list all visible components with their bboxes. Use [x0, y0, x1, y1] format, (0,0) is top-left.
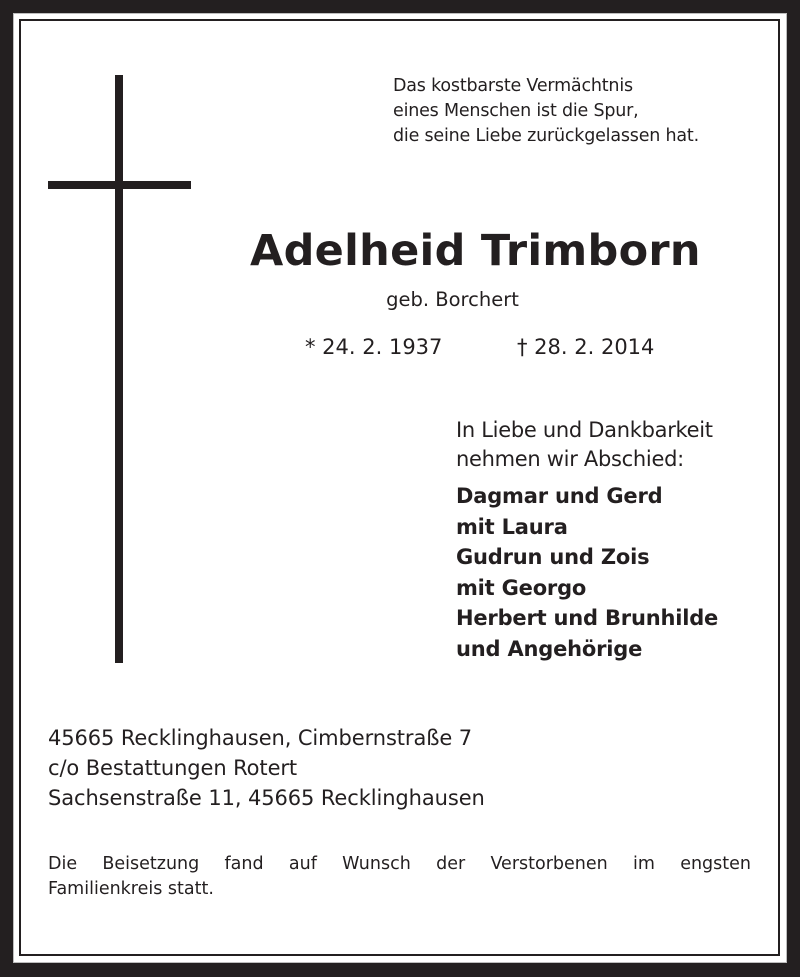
memorial-quote — [393, 74, 699, 149]
mourners-list — [456, 481, 718, 664]
cross-icon-vertical-bar — [115, 75, 123, 663]
mourner-line: mit Georgo — [456, 575, 587, 600]
burial-notice — [48, 852, 751, 902]
cross-icon-horizontal-bar — [48, 181, 191, 189]
birth-date: * 24. 2. 1937 — [305, 335, 443, 359]
mourner-line: Herbert und Brunhilde — [456, 606, 719, 630]
farewell-text — [456, 416, 713, 474]
address-line: c/o Bestattungen Rotert — [48, 756, 298, 780]
quote-line: eines Menschen ist die Spur, — [393, 101, 639, 121]
address-line: 45665 Recklinghausen, Cimbernstraße 7 — [48, 726, 473, 750]
address-line: Sachsenstraße 11, 45665 Recklinghausen — [48, 786, 485, 810]
mourner-line: und Angehörige — [456, 636, 643, 661]
farewell-line: nehmen wir Abschied: — [456, 447, 684, 471]
mourner-line: Gudrun und Zois — [456, 545, 650, 569]
notice-line: Die Beisetzung fand auf Wunsch der Verstorbenen im engsten — [48, 854, 751, 874]
farewell-line: In Liebe und Dankbarkeit — [456, 418, 713, 442]
maiden-name: geb. Borchert — [386, 288, 519, 311]
mourner-line: mit Laura — [456, 514, 568, 539]
mourner-line: Dagmar und Gerd — [456, 484, 663, 508]
quote-line: Das kostbarste Vermächtnis — [393, 76, 633, 96]
death-date: † 28. 2. 2014 — [517, 335, 655, 359]
contact-address — [48, 723, 485, 813]
notice-line: Familienkreis statt. — [48, 879, 214, 899]
quote-line: die seine Liebe zurückgelassen hat. — [393, 126, 699, 146]
deceased-name: Adelheid Trimborn — [250, 226, 701, 276]
